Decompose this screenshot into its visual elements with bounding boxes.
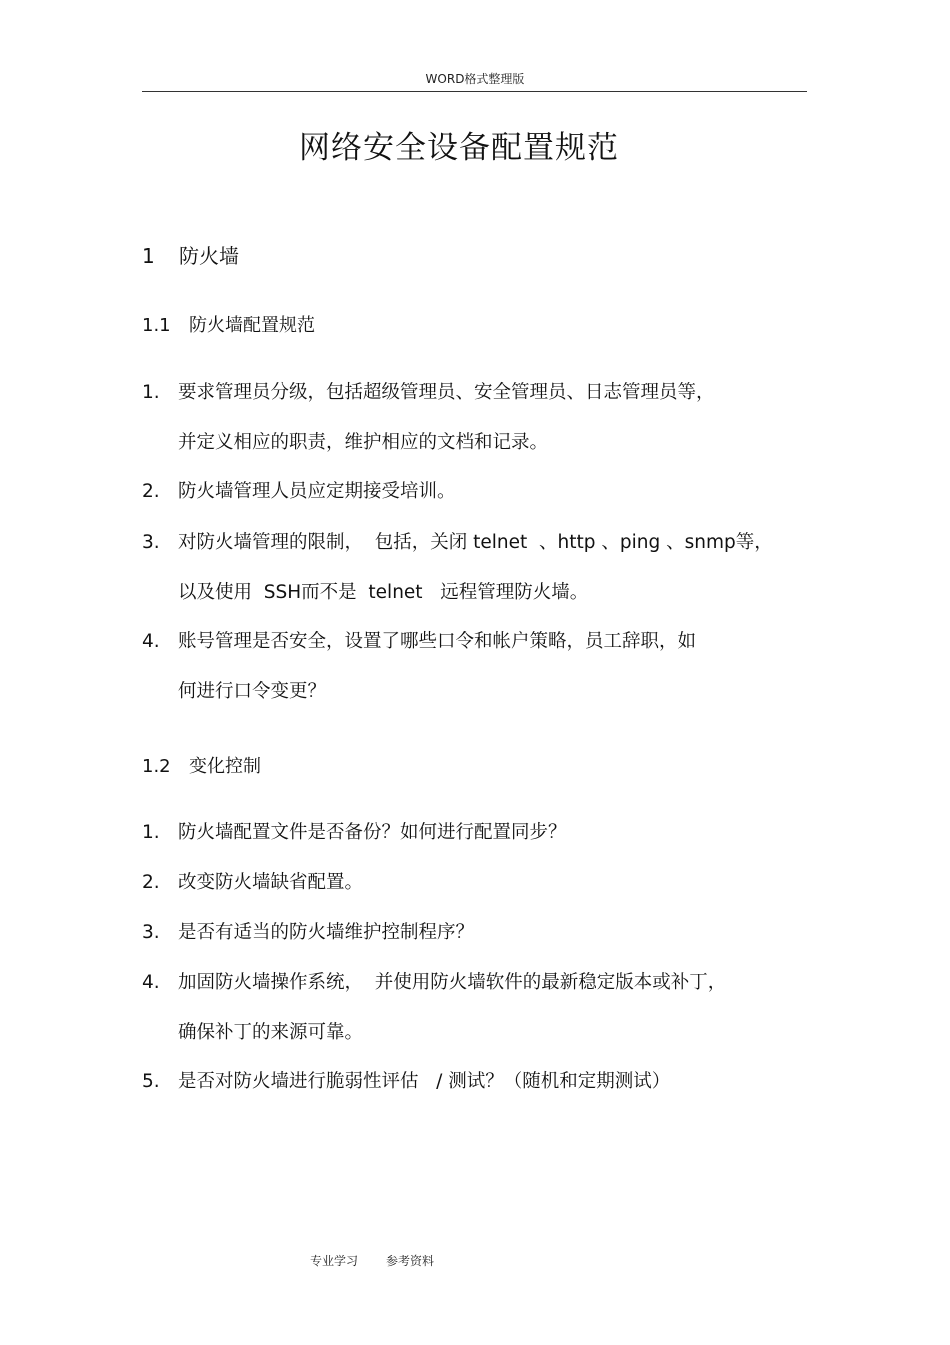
list-item — [142, 808, 822, 858]
item-line: 何进行口令变更？ — [178, 681, 327, 702]
item-number: 4. — [142, 631, 160, 652]
footer-left-text: 专业学习 — [310, 1254, 359, 1268]
item-line: 账号管理是否安全，设置了哪些口令和帐户策略，员工辞职，如 — [178, 631, 697, 652]
item-number: 5. — [142, 1071, 160, 1092]
section-label: 防火墙 — [179, 244, 239, 268]
section-heading-1-1 — [142, 311, 315, 337]
document-title: 网络安全设备配置规范 — [299, 130, 619, 166]
list-item — [142, 368, 822, 468]
section-heading-1 — [142, 240, 239, 269]
item-line: 是否有适当的防火墙维护控制程序？ — [178, 922, 475, 943]
item-number: 2. — [142, 481, 160, 502]
item-number: 4. — [142, 972, 160, 993]
item-number: 2. — [142, 872, 160, 893]
list-item — [142, 858, 822, 908]
page-footer — [310, 1252, 434, 1269]
item-line: 并定义相应的职责，维护相应的文档和记录。 — [178, 432, 549, 453]
header-text: WORD格式整理版 — [425, 72, 525, 86]
item-line: 改变防火墙缺省配置。 — [178, 872, 364, 893]
header-rule — [142, 91, 807, 92]
footer-right-text: 参考资料 — [386, 1254, 435, 1268]
list-item — [142, 908, 822, 958]
item-number: 1. — [142, 382, 160, 403]
item-line: 对防火墙管理的限制， 包括，关闭 telnet 、http 、ping 、snmp等， — [178, 532, 773, 553]
list-item — [142, 518, 822, 618]
item-line: 加固防火墙操作系统， 并使用防火墙软件的最新稳定版本或补丁， — [178, 972, 727, 993]
section-label: 变化控制 — [189, 756, 261, 777]
section-heading-1-2 — [142, 752, 261, 778]
section-number: 1 — [142, 244, 155, 268]
item-line: 是否对防火墙进行脆弱性评估 / 测试？（随机和定期测试） — [178, 1071, 671, 1092]
item-line: 要求管理员分级，包括超级管理员、安全管理员、日志管理员等， — [178, 382, 715, 403]
item-number: 3. — [142, 532, 160, 553]
list-item — [142, 617, 822, 717]
item-number: 3. — [142, 922, 160, 943]
item-line: 防火墙配置文件是否备份？如何进行配置同步？ — [178, 822, 567, 843]
section-label: 防火墙配置规范 — [189, 315, 315, 336]
item-number: 1. — [142, 822, 160, 843]
item-line: 防火墙管理人员应定期接受培训。 — [178, 481, 456, 502]
item-line: 以及使用 SSH而不是 telnet 远程管理防火墙。 — [178, 582, 589, 603]
list-item — [142, 958, 822, 1058]
list-item — [142, 467, 822, 517]
item-line: 确保补丁的来源可靠。 — [178, 1022, 364, 1043]
section-number: 1.1 — [142, 315, 171, 336]
section-number: 1.2 — [142, 756, 171, 777]
list-item — [142, 1057, 822, 1107]
